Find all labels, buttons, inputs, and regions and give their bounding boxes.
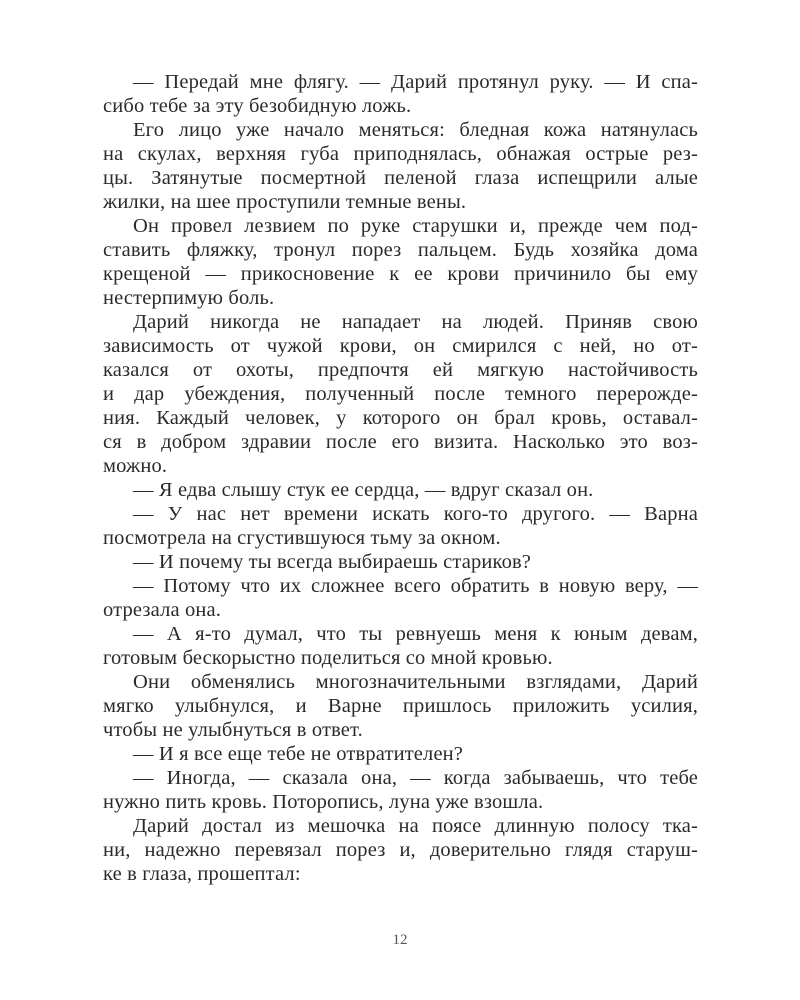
text-line: жилки, на шее проступили темные вены. xyxy=(103,191,467,213)
text-line: отрезала она. xyxy=(103,599,222,621)
text-line: ния. Каждый человек, у которого он брал кровь, оставал- xyxy=(103,407,698,429)
text-line: чтобы не улыбнуться в ответ. xyxy=(103,719,363,741)
page-number: 12 xyxy=(392,932,408,948)
text-line: сибо тебе за эту безобидную ложь. xyxy=(103,95,412,117)
text-line: — А я-то думал, что ты ревнуешь меня к юным девам, xyxy=(133,623,698,645)
text-line: Дарий достал из мешочка на поясе длинную полосу тка- xyxy=(133,815,698,837)
text-line: можно. xyxy=(103,455,168,477)
body-text xyxy=(103,70,698,886)
text-line: нестерпимую боль. xyxy=(103,287,275,309)
text-line: на скулах, верхняя губа приподнялась, обнажая острые рез- xyxy=(103,143,698,165)
text-line: Дарий никогда не нападает на людей. Приняв свою xyxy=(133,311,698,333)
text-line: — У нас нет времени искать кого-то другого. — Варна xyxy=(133,503,698,525)
text-line: посмотрела на сгустившуюся тьму за окном. xyxy=(103,527,501,549)
text-line: — Передай мне флягу. — Дарий протянул руку. — И спа- xyxy=(133,71,698,93)
text-line: Он провел лезвием по руке старушки и, прежде чем под- xyxy=(133,215,698,237)
text-line: казался от охоты, предпочтя ей мягкую настойчивость xyxy=(103,359,698,381)
text-line: готовым бескорыстно поделиться со мной кровью. xyxy=(103,647,553,669)
text-line: мягко улыбнулся, и Варне пришлось приложить усилия, xyxy=(103,695,698,717)
text-line: Они обменялись многозначительными взглядами, Дарий xyxy=(133,671,698,693)
text-line: — Потому что их сложнее всего обратить в новую веру, — xyxy=(133,575,698,597)
text-line: — И я все еще тебе не отвратителен? xyxy=(133,743,464,765)
text-line: цы. Затянутые посмертной пеленой глаза испещрили алые xyxy=(103,167,698,189)
text-line: ставить фляжку, тронул порез пальцем. Будь хозяйка дома xyxy=(103,239,698,261)
text-line: — И почему ты всегда выбираешь стариков? xyxy=(133,551,532,573)
text-line: ке в глаза, прошептал: xyxy=(103,863,301,885)
text-line: крещеной — прикосновение к ее крови причинило бы ему xyxy=(103,263,698,285)
text-line: ни, надежно перевязал порез и, доверительно глядя старуш- xyxy=(103,839,698,861)
text-line: — Я едва слышу стук ее сердца, — вдруг сказал он. xyxy=(133,479,594,501)
text-line: ся в добром здравии после его визита. Насколько это воз- xyxy=(103,431,698,453)
text-line: — Иногда, — сказала она, — когда забываешь, что тебе xyxy=(133,767,698,789)
text-line: нужно пить кровь. Поторопись, луна уже взошла. xyxy=(103,791,544,813)
text-line: Его лицо уже начало меняться: бледная кожа натянулась xyxy=(133,119,698,141)
text-line: зависимость от чужой крови, он смирился с ней, но от- xyxy=(103,335,698,357)
text-line: и дар убеждения, полученный после темного перерожде- xyxy=(103,383,698,405)
